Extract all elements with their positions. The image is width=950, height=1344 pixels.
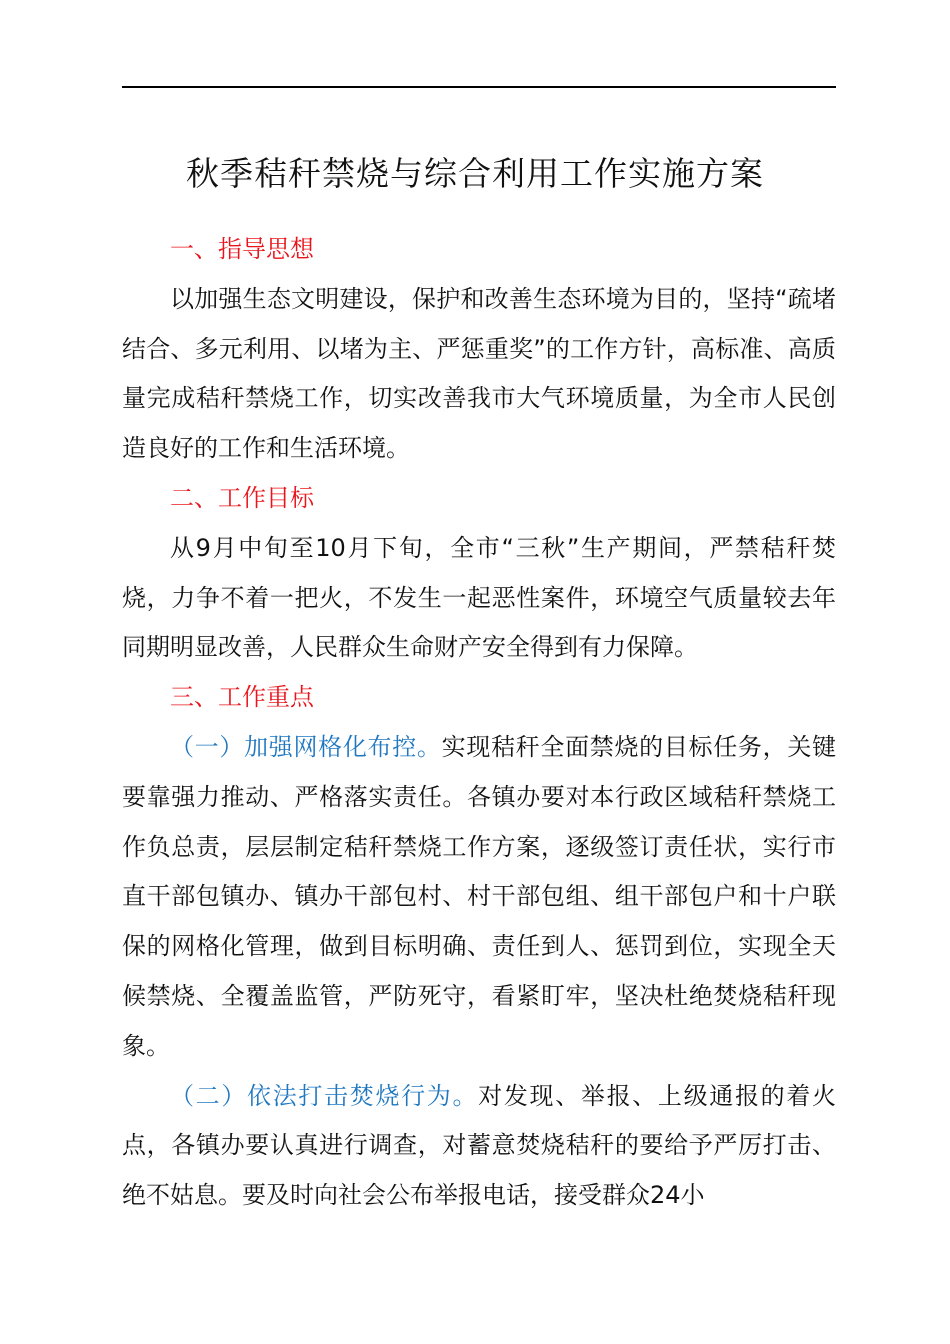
work-item-1-text: 实现秸秆全面禁烧的目标任务，关键要靠强力推动、严格落实责任。各镇办要对本行政区域秸秆禁烧工作负总责，层层制定秸秆禁烧工作方案，逐级签订责任状，实行市直干部包镇办、镇办干部包村、村干部包组、组干部包户和十户联保的网格化管理，做到目标明确、责任到人、惩罚到位，实现全天候禁烧、全覆盖监管，严防死守，看紧盯牢，坚决杜绝焚烧秸秆现象。: [122, 732, 837, 1060]
section-heading-1: 一、指导思想: [170, 235, 314, 263]
work-item-2-text: 对发现、举报、上级通报的着火点，各镇办要认真进行调查，对蓄意焚烧秸秆的要给予严厉打击、绝不姑息。要及时向社会公布举报电话，接受群众24小: [122, 1081, 837, 1210]
section-heading-2: 二、工作目标: [170, 483, 314, 512]
work-item-2: [122, 1072, 836, 1221]
document-body: [122, 225, 836, 1221]
work-item-1: [122, 723, 836, 1072]
section-paragraph-1: 以加强生态文明建设，保护和改善生态环境为目的，坚持“疏堵结合、多元利用、以堵为主、严惩重奖”的工作方针，高标准、高质量完成秸秆禁烧工作，切实改善我市大气环境质量，为全市人民创造良好的工作和生活环境。: [122, 284, 836, 463]
section-heading-3: 三、工作重点: [170, 683, 314, 712]
work-item-1-subheading: （一）加强网格化布控。: [170, 732, 442, 761]
document-title: 秋季秸秆禁烧与综合利用工作实施方案: [186, 154, 764, 193]
header-rule: [122, 86, 836, 88]
section-paragraph-2: 从9月中旬至10月下旬，全市“三秋”生产期间，严禁秸秆焚烧，力争不着一把火，不发生一起恶性案件，环境空气质量较去年同期明显改善，人民群众生命财产安全得到有力保障。: [122, 533, 836, 662]
work-item-2-subheading: （二）依法打击焚烧行为。: [170, 1081, 479, 1110]
